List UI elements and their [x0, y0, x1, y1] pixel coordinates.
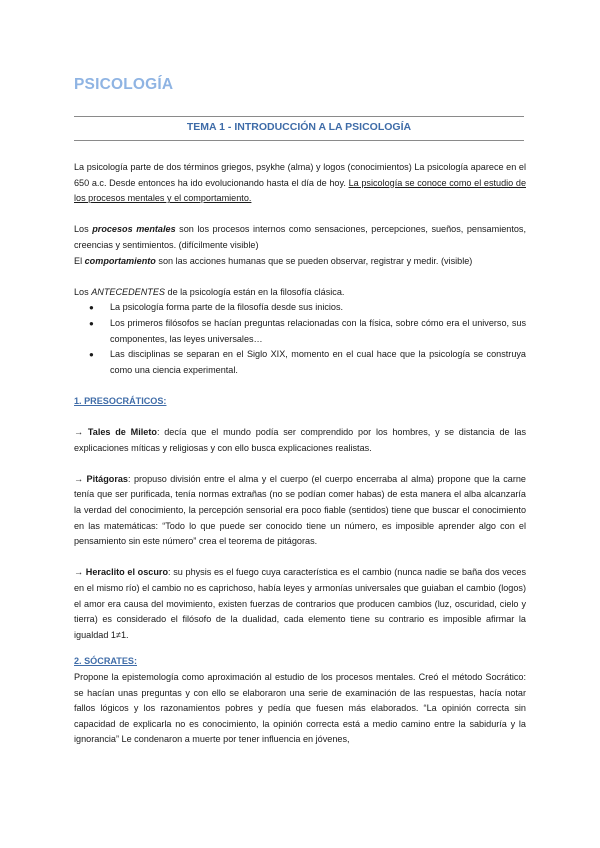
pitagoras-name: Pitágoras — [86, 473, 128, 484]
arrow-icon: → — [74, 427, 84, 438]
antecedentes-prefix: Los — [74, 286, 92, 297]
comportamiento-term: comportamiento — [84, 255, 156, 266]
intro-text: La psicología parte de dos términos griegos, psykhe (alma) y logos (conocimientos) La psicología aparece en el 650 a.c. Desde entonces ha ido evolucionando hasta el día de hoy. — [74, 162, 526, 188]
pitagoras-text: : propuso división entre el alma y el cuerpo (el cuerpo encerraba al alma) propone que la carne tenía que ser purificada, tenía normas extrañas (no se podían comer habas) de esta manera el alba alcanzaría la verdad del conocimiento, la percepción sensorial era poco fiable (sentidos) tiene que buscar el conocimiento en las matemáticas: “Todo lo que puede ser conocido tiene un número, es imposible aprender algo con el pensamiento sin este número” crea el teorema de pitágoras. — [74, 473, 526, 547]
arrow-icon: → — [74, 567, 84, 578]
heraclito-text: : su physis es el fuego cuya característica es el cambio (nunca nadie se baña dos veces en el mismo río) el cambio no es caprichoso, había leyes y armonías universales que guiaban el cambio (logos) el amor era causa del movimiento, existen fuerzas de contrarios que producen cambios (luz, oscuridad, cielo y tierra) es considerado el filósofo de la dualidad, cada elemento tiene su contrario es imposible afirmar la igualdad 1≠1. — [74, 567, 527, 640]
section-rule-bottom — [74, 140, 524, 141]
pitagoras-paragraph — [74, 472, 526, 550]
bullet-icon: ● — [89, 318, 94, 328]
tales-text: : decía que el mundo podía ser comprendido por los hombres, y se distancia de las explicaciones míticas y religiosas y con ello busca explicaciones realistas. — [74, 427, 527, 453]
procesos-mentales-term: procesos mentales — [92, 224, 176, 235]
antecedentes-text: de la psicología están en la filosofía clásica. — [164, 286, 345, 297]
procesos-mentales-text: son los procesos internos como sensaciones, percepciones, sueños, pensamientos, creencias y sentimientos. (difícilmente visible) — [74, 224, 526, 250]
antecedentes-paragraph — [74, 285, 526, 301]
list-item — [74, 300, 526, 316]
presocraticos-heading: 1. PRESOCRÁTICOS: — [74, 395, 167, 406]
list-item-text: Los primeros filósofos se hacían preguntas relacionadas con la física, sobre cómo era el universo, sus componentes, las leyes universales… — [110, 317, 526, 344]
heraclito-name: Heraclito el oscuro — [85, 567, 168, 578]
comportamiento-prefix: El — [74, 255, 85, 266]
tales-name: Tales de Mileto — [87, 427, 157, 438]
socrates-heading: 2. SÓCRATES: — [74, 656, 137, 667]
comportamiento-paragraph — [74, 254, 526, 270]
intro-paragraph — [74, 160, 526, 207]
procesos-prefix: Los — [74, 224, 93, 235]
list-item-text: La psicología forma parte de la filosofía desde sus inicios. — [110, 302, 344, 313]
arrow-icon: → — [74, 473, 84, 484]
heraclito-paragraph — [74, 565, 526, 643]
intro-definition: La psicología se conoce como el estudio de los procesos mentales y el comportamiento. — [74, 177, 526, 204]
document-body — [74, 160, 526, 748]
bullet-icon: ● — [89, 350, 94, 360]
section-rule-top — [74, 116, 524, 117]
socrates-paragraph: Propone la epistemología como aproximación al estudio de los procesos mentales. Creó el método Socrático: se hacían unas preguntas y con ello se elaboraron una serie de examinación de las respuestas, hacía notar fallos lógicos y los razonamientos pobres y pedía que fuesen más elaborados. “La opinión correcta sin capacidad de explicarla no es conocimiento, la opinión correcta está a medio camino entre la sabiduría y la ignorancia” Le condenaron a muerte por tener influencia en jóvenes, — [74, 672, 526, 745]
document-title: PSICOLOGÍA — [74, 76, 174, 93]
antecedentes-term: ANTECEDENTES — [91, 286, 165, 297]
list-item — [74, 347, 526, 378]
comportamiento-text: son las acciones humanas que se pueden observar, registrar y medir. (visible) — [155, 255, 473, 266]
tales-paragraph — [74, 425, 526, 456]
antecedentes-list — [74, 300, 526, 378]
procesos-mentales-paragraph — [74, 222, 526, 253]
section-title: TEMA 1 - INTRODUCCIÓN A LA PSICOLOGÍA — [186, 121, 412, 133]
bullet-icon: ● — [89, 303, 94, 313]
list-item — [74, 316, 526, 347]
list-item-text: Las disciplinas se separan en el Siglo XIX, momento en el cual hace que la psicología se construya como una ciencia experimental. — [110, 349, 526, 375]
